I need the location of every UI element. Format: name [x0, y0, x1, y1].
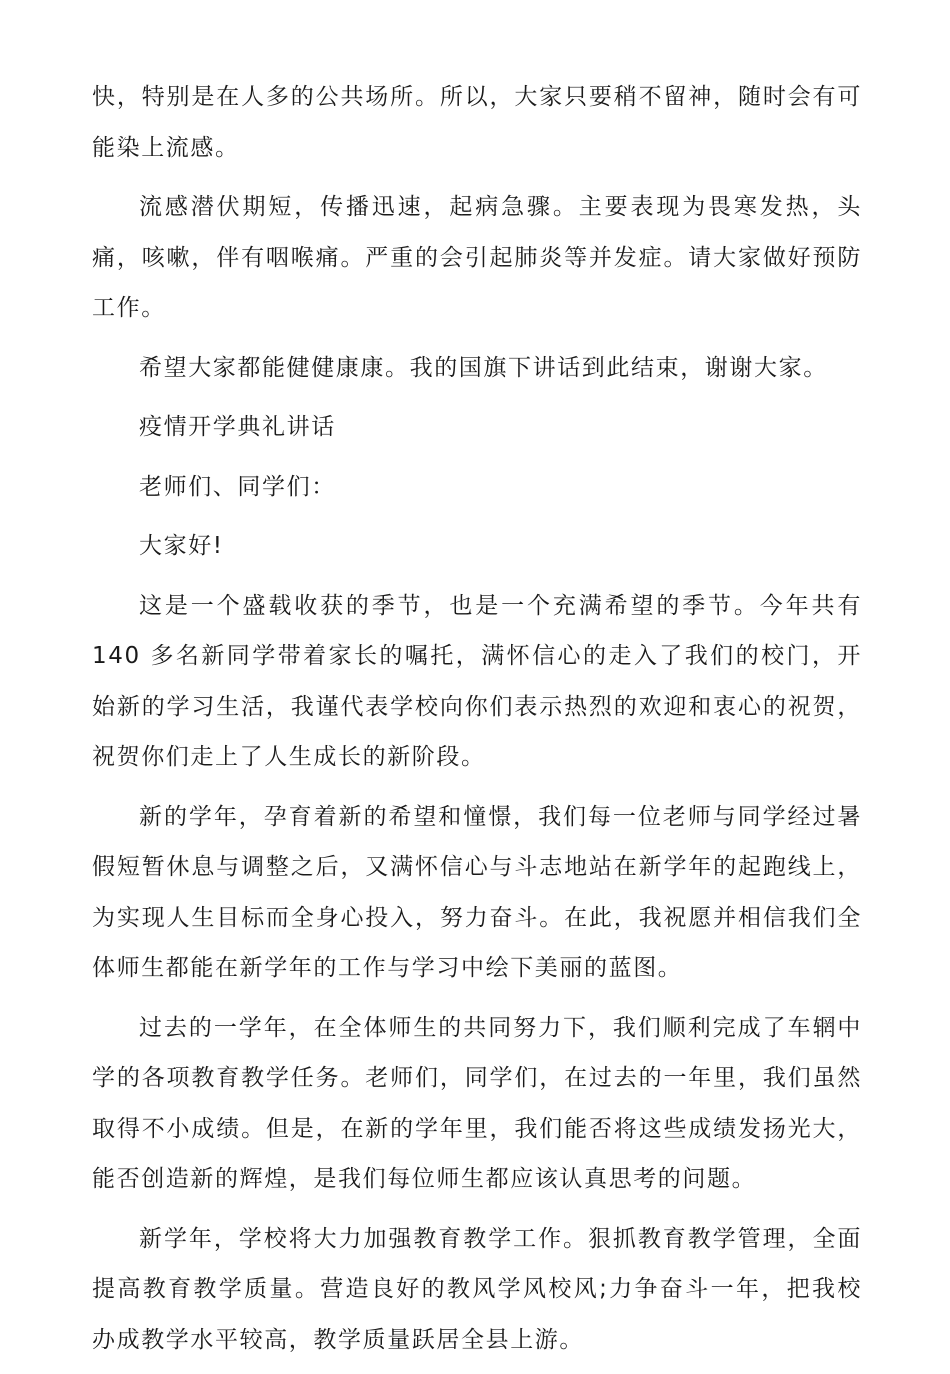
- paragraph-3: 希望大家都能健健康康。我的国旗下讲话到此结束，谢谢大家。: [139, 354, 828, 381]
- paragraph-7: 这是一个盛载收获的季节，也是一个充满希望的季节。今年共有 140 多名新同学带着家长的嘱托，满怀信心的走入了我们的校门，开始新的学习生活，我谨代表学校向你们表示热烈的欢迎和衷心的祝贺，祝贺你们走上了人生成长的新阶段。: [92, 592, 862, 770]
- paragraph-9: 过去的一学年，在全体师生的共同努力下，我们顺利完成了车辋中学的各项教育教学任务。老师们，同学们，在过去的一年里，我们虽然取得不小成绩。但是，在新的学年里，我们能否将这些成绩发扬光大，能否创造新的辉煌，是我们每位师生都应该认真思考的问题。: [92, 1014, 862, 1192]
- document-body: [92, 72, 862, 1374]
- paragraph-10: 新学年，学校将大力加强教育教学工作。狠抓教育教学管理，全面提高教育教学质量。营造良好的教风学风校风;力争奋斗一年，把我校办成教学水平较高，教学质量跃居全县上游。: [92, 1225, 862, 1353]
- paragraph-1: 快，特别是在人多的公共场所。所以，大家只要稍不留神，随时会有可能染上流感。: [92, 84, 862, 161]
- greeting: 大家好!: [139, 533, 224, 559]
- section-title: 疫情开学典礼讲话: [139, 414, 336, 440]
- salutation: 老师们、同学们：: [139, 473, 336, 500]
- paragraph-8: 新的学年，孕育着新的希望和憧憬，我们每一位老师与同学经过暑假短暂休息与调整之后，又满怀信心与斗志地站在新学年的起跑线上，为实现人生目标而全身心投入，努力奋斗。在此，我祝愿并相信我们全体师生都能在新学年的工作与学习中绘下美丽的蓝图。: [92, 803, 862, 981]
- paragraph-2: 流感潜伏期短，传播迅速，起病急骤。主要表现为畏寒发热，头痛，咳嗽，伴有咽喉痛。严重的会引起肺炎等并发症。请大家做好预防工作。: [92, 194, 862, 321]
